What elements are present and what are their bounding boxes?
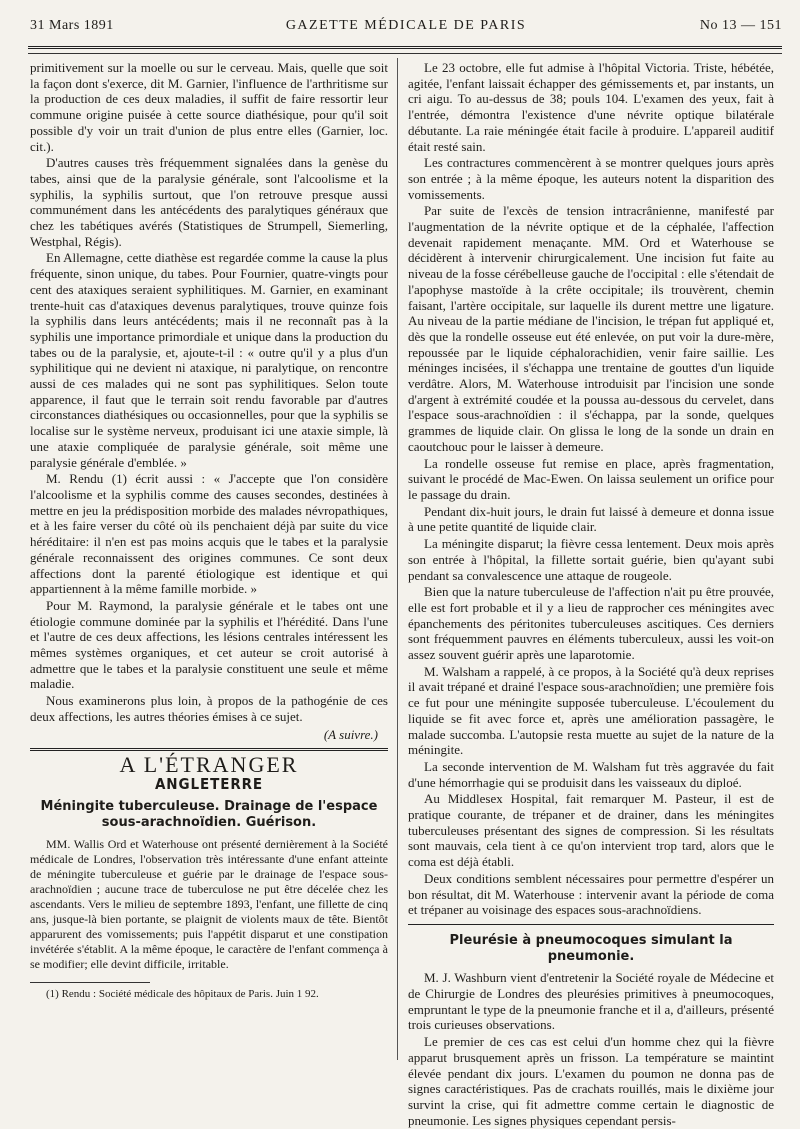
column-divider [397,58,398,1060]
paragraph: La seconde intervention de M. Walsham fut très aggravée du fait d'une hémorrhagie qui se produisit dans les vaisseaux du diploé. [408,758,774,790]
header-rule [28,53,782,54]
paragraph: Le premier de ces cas est celui d'un homme chez qui la fièvre apparut brusquement après un frisson. La température se maintint élevée pendant dix jours. L'examen du poumon ne donna pas de signes caractéristiques. Pas de crachats rouillés, mais le dixième jour survint la crise, qui fit admettre comme certain le diagnostic de pneumonie. Les signes physiques cependant persis- [408,1034,774,1128]
footnote-rule [30,982,150,983]
paragraph: M. J. Washburn vient d'entretenir la Société royale de Médecine et de Chirurgie de Londres des pleurésies primitives à pneumocoques, empruntant le type de la pneumonie franche et il a, d'ailleurs, présenté trois curieuses observations. [408,970,774,1033]
country-heading: ANGLETERRE [154,774,264,793]
article-separator [408,924,774,925]
paragraph: En Allemagne, cette diathèse est regardée comme la cause la plus fréquente, sinon unique, du tabes. Pour Fournier, quatre-vingts pour cent des ataxiques seraient syphilitiques. M. Garnier, en examinant trente-huit cas d'ataxiques devenus paralytiques, trouve quinze fois la syphilis dans leurs antécédents; mais il ne reconnaît pas à la syphilis une importance primordiale et unique dans la production du tabes ou de la paralysie, et, ajoute-t-il : « outre qu'il y a plus d'un syphilitique qui ne devient ni ataxique, ni paralytique, on rencontre aussi de ces malades qui ne sont pas syphilitiques. Selon toute apparence, il faut que le terrain soit rendu favorable par d'autres circonstances diathésiques ou occasionnelles, pour que la syphilis se localise sur le système nerveux, produisant ici une ataxie simple, là une ataxie compliquée de paralysie générale, soit même une paralysie générale d'emblée. » [30,250,388,470]
paragraph: M. Rendu (1) écrit aussi : « J'accepte que l'on considère l'alcoolisme et la syphilis comme des causes secondes, destinées à mettre en jeu la prédisposition morbide des malades névropathiques, et à les faire verser du côté où ils penchaient déjà par suite du vice héréditaire: il n'en est pas moins acquis que le tabes et la paralysie générale reconnaissent des origines communes. Ce sont deux affections dont la parenté étiologique est identique et qui appartiennent à la même famille morbide. » [30,471,388,597]
page-header [30,18,782,40]
article-title: Méningite tuberculeuse. Drainage de l'espace sous-arachnoïdien. Guérison. [40,798,378,830]
paragraph: Nous examinerons plus loin, à propos de la pathogénie de ces deux affections, les autres théories émises à ce sujet. [30,693,388,724]
right-column [408,60,774,1129]
header-double-rule [28,46,782,49]
paragraph: La rondelle osseuse fut remise en place, après fragmentation, suivant le procédé de Mac-Ewen. On laissa seulement un orifice pour le passage du drain. [408,455,774,502]
header-date: 31 Mars 1891 [30,18,114,33]
section-double-rule [30,748,388,751]
paragraph: Pour M. Raymond, la paralysie générale et le tabes ont une étiologie commune dominée par la syphilis et l'hérédité. Dans l'une et l'autre de ces deux affections, les lésions centrales intéressent les mêmes systèmes organiques, et cet auteur se croit autorisé à admettre que le tabes et la paralysie constituent une seule et même maladie. [30,597,388,692]
paragraph: Au Middlesex Hospital, fait remarquer M. Pasteur, il est de pratique courante, de trépaner et de drainer, dans les méningites tuberculeuses présentant des signes de compression. Si les résultats sont mauvais, cela tient à ce qu'on intervient trop tard, alors que le coma est déjà établi. [408,791,774,870]
paragraph: Pendant dix-huit jours, le drain fut laissé à demeure et donna issue à une petite quantité de liquide clair. [408,503,774,535]
left-column [30,60,388,1002]
header-title: GAZETTE MÉDICALE DE PARIS [285,18,527,33]
paragraph: Bien que la nature tuberculeuse de l'affection n'ait pu être prouvée, elle est fort probable et il y a lieu de rapprocher ces méningites avec épanchements des péritonites tuberculeuses ascitiques. Ces derniers sont fréquemment pauvres en éléments tuberculeux, aussi les voit-on assez souvent guérir après une laparotomie. [408,584,774,663]
paragraph: D'autres causes très fréquemment signalées dans la genèse du tabes, ainsi que de la paralysie générale, sont l'alcoolisme et la syphilis, la syphilis surtout, que l'on retrouve presque aussi communément dans les antécédents des paralytiques généraux que chez les tabétiques avérés (Statistiques de Strumpell, Siemerling, Westphal, Régis). [30,155,388,249]
article-title: Pleurésie à pneumocoques simulant la pneumonie. [449,932,733,964]
continued-note: (A suivre.) [323,726,378,742]
paragraph: Le 23 octobre, elle fut admise à l'hôpital Victoria. Triste, hébétée, agitée, l'enfant laissait échapper des gémissements et, par instants, un cri aigu. To au-dessus de 38; pouls 104. L'examen des yeux, fait à l'entrée, démontra l'existence d'une névrite optique bilatérale débutante. La raie méningée était facile à produire. L'appareil auditif était resté sain. [408,60,774,154]
paragraph: La méningite disparut; la fièvre cessa lentement. Deux mois après son entrée à l'hôpital, la fillette sortait guérie, bien qu'ayant subi pendant sa convalescence une attaque de rougeole. [408,536,774,583]
paragraph: MM. Wallis Ord et Waterhouse ont présenté dernièrement à la Société médicale de Londres, l'observation très intéressante d'une enfant atteinte de méningite tuberculeuse et guérie par le drainage de l'espace sous-arachnoïdien ; aucune trace de tuberculose ne put être décelée chez les ascendants. Vers le milieu de septembre 1893, l'enfant, une fillette de cinq ans, jusque-là bien portante, se plaignit de violents maux de tête. Bientôt apparurent des vomissements; puis l'appétit disparut et une constipation invétérée s'établit. A la même époque, le caractère de l'enfant commença à se modifier; elle devint difficile, irritable. [30,836,388,971]
paragraph: Par suite de l'excès de tension intracrânienne, manifesté par l'augmentation de la névrite optique et de la céphalée, l'affection devenait rapidement menaçante. MM. Ord et Waterhouse se décidèrent à intervenir chirurgicalement. Une incision fut faite au niveau de la fosse cérébelleuse gauche de l'occipital : elle s'étendait de l'apophyse mastoïde à la crête occipitale; ils trouvèrent, chemin faisant, l'artère occipitale, sur laquelle ils durent mettre une ligature. Au niveau de la partie médiane de l'incision, le trépan fut appliqué et, dès que la rondelle osseuse eut été enlevée, on put voir la dure-mère, repoussée par le liquide céphalorachidien, venir faire saillie. Les méninges incisées, il s'échappa une trentaine de gouttes d'un liquide verdâtre. Alors, M. Waterhouse introduisit par l'incision une sonde d'argent à extrémité coudée et la poussa au-dessous du cervelet, dans l'espace sous-arachnoïdien : il s'échappa, par la sonde, quelques grammes de liquide clair. On glissa le long de la sonde un drain en caoutchouc pour le laisser à demeure. [408,203,774,454]
paragraph: Deux conditions semblent nécessaires pour permettre d'espérer un bon résultat, dit M. Waterhouse : intervenir avant la période de coma et trépaner au voisinage des espaces sous-arachnoïdiens. [408,870,774,918]
paragraph: Les contractures commencèrent à se montrer quelques jours après son entrée ; à la même époque, les auteurs notent la disparition des vomissements. [408,155,774,202]
paragraph: primitivement sur la moelle ou sur le cerveau. Mais, quelle que soit la façon dont s'exerce, dit M. Garnier, l'influence de l'arthritisme sur la production de ces deux maladies, il suffit de faire ressortir leur commune origine puisée à cette source diathésique, pour qu'il soit possible d'y voir un trait d'union de plus entre elles (Garnier, loc. cit.). [30,60,388,154]
section-title: A L'ÉTRANGER [119,752,299,778]
header-page-number: No 13 — 151 [699,18,782,33]
footnote: (1) Rendu : Société médicale des hôpitaux de Paris. Juin 1 92. [46,987,319,1000]
paragraph: M. Walsham a rappelé, à ce propos, à la Société qu'à deux reprises il avait trépané et drainé l'espace sous-arachnoïdien; une première fois ce fut pour une méningite supposée tuberculeuse. L'écoulement du liquide se fit avec force et, après une amélioration passagère, le malade succomba. L'autopsie resta muette au sujet de la nature de la méningite. [408,663,774,758]
